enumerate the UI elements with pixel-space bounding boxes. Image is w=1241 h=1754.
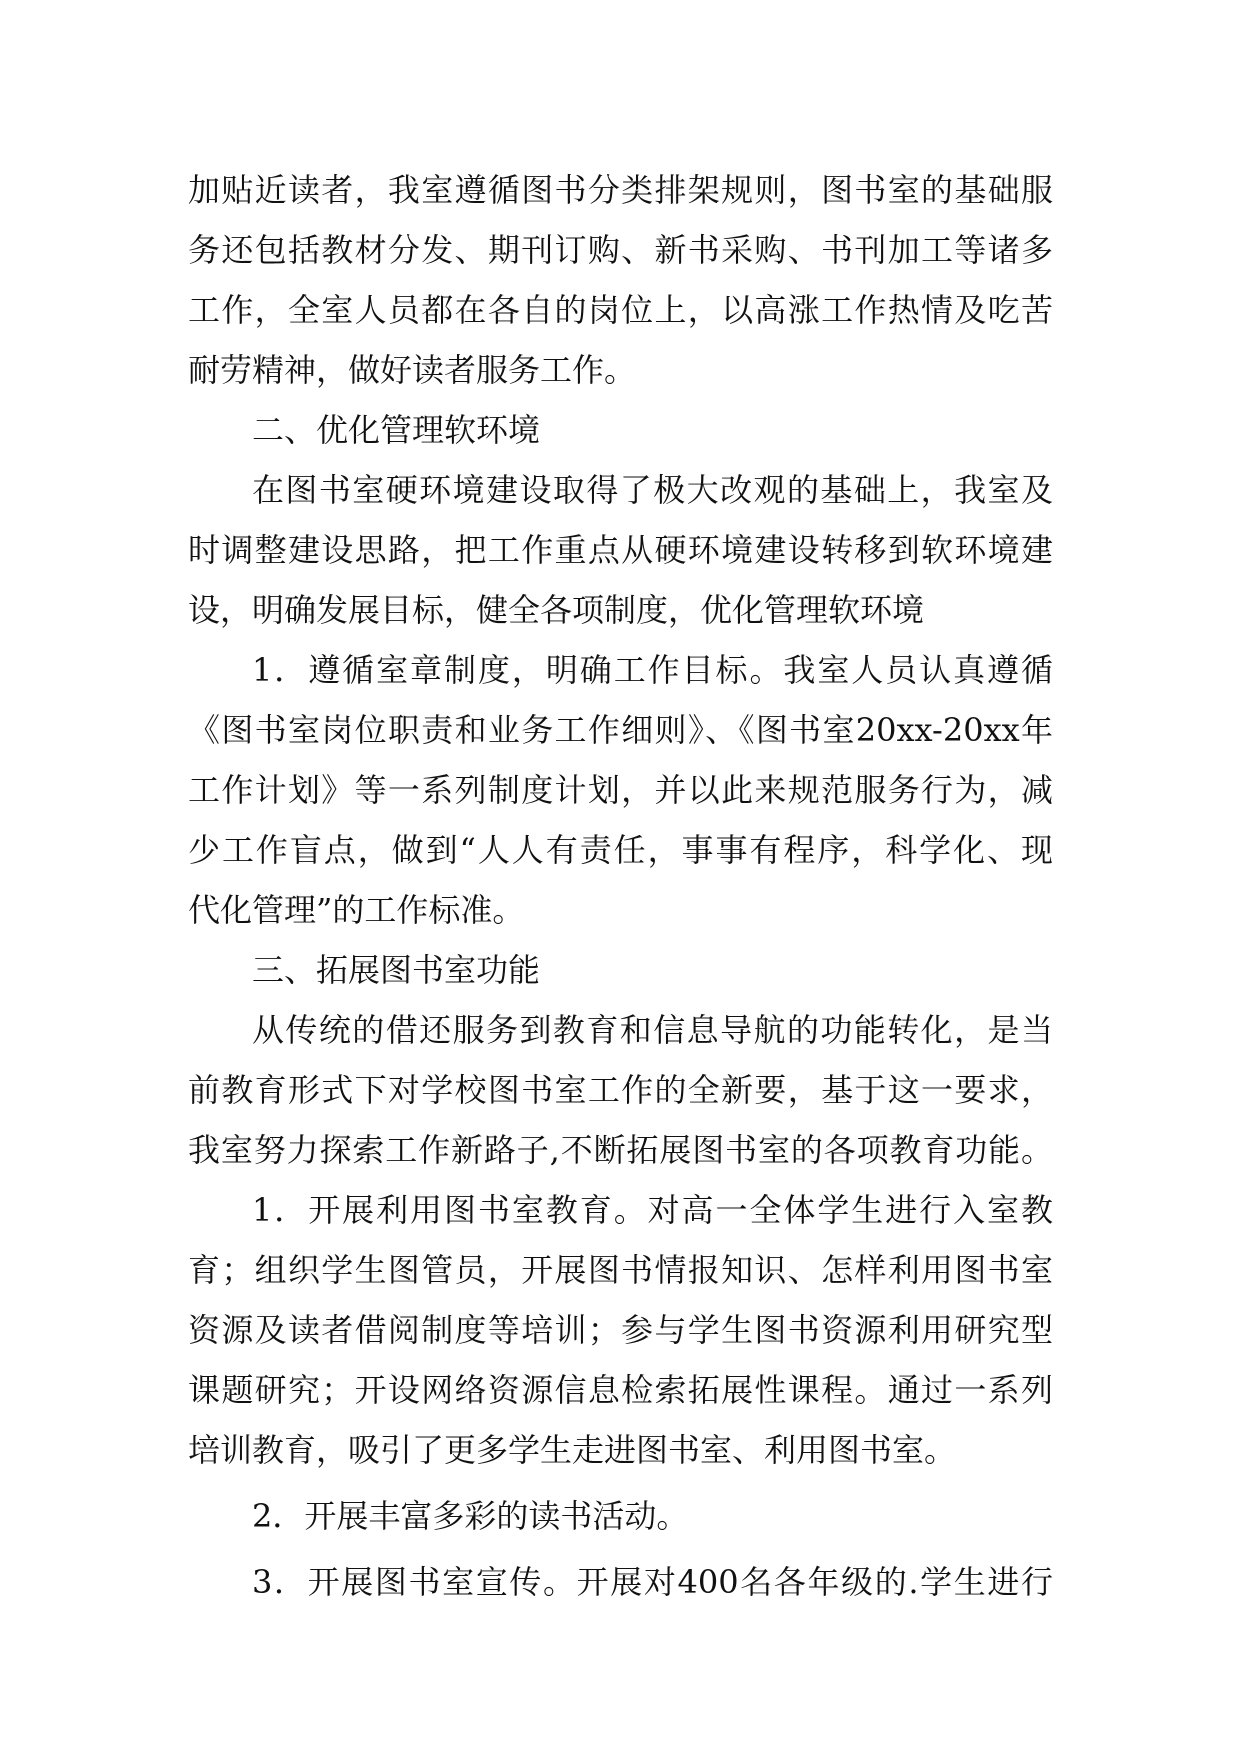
text-line: 育；组织学生图管员，开展图书情报知识、怎样利用图书室 xyxy=(188,1251,1053,1289)
text-line: 我室努力探索工作新路子,不断拓展图书室的各项教育功能。 xyxy=(188,1131,1053,1169)
text-line: 耐劳精神，做好读者服务工作。 xyxy=(188,351,637,389)
text-line: 3．开展图书室宣传。开展对400名各年级的.学生进行 xyxy=(252,1563,1053,1601)
text-line: 代化管理”的工作标准。 xyxy=(188,891,525,929)
text-line: 务还包括教材分发、期刊订购、新书采购、书刊加工等诸多 xyxy=(188,231,1053,269)
text-line: 少工作盲点，做到“人人有责任，事事有程序，科学化、现 xyxy=(188,831,1053,869)
text-line: 培训教育，吸引了更多学生走进图书室、利用图书室。 xyxy=(188,1431,957,1469)
text-line: 时调整建设思路，把工作重点从硬环境建设转移到软环境建 xyxy=(188,531,1053,569)
text-line: 资源及读者借阅制度等培训；参与学生图书资源利用研究型 xyxy=(188,1311,1053,1349)
text-line: 2．开展丰富多彩的读书活动。 xyxy=(252,1497,689,1535)
text-line: 加贴近读者，我室遵循图书分类排架规则，图书室的基础服 xyxy=(188,171,1053,209)
section-heading: 三、拓展图书室功能 xyxy=(252,951,541,989)
text-line: 工作，全室人员都在各自的岗位上，以高涨工作热情及吃苦 xyxy=(188,291,1053,329)
text-line: 《图书室岗位职责和业务工作细则》、《图书室20xx-20xx年 xyxy=(188,711,1053,749)
text-line: 从传统的借还服务到教育和信息导航的功能转化，是当 xyxy=(252,1011,1053,1049)
text-line: 课题研究；开设网络资源信息检索拓展性课程。通过一系列 xyxy=(188,1371,1053,1409)
text-line: 1．开展利用图书室教育。对高一全体学生进行入室教 xyxy=(252,1191,1053,1229)
text-line: 前教育形式下对学校图书室工作的全新要，基于这一要求， xyxy=(188,1071,1053,1109)
document-body xyxy=(188,160,1053,1612)
text-line: 设，明确发展目标，健全各项制度，优化管理软环境 xyxy=(188,591,925,629)
text-line: 工作计划》等一系列制度计划，并以此来规范服务行为，减 xyxy=(188,771,1053,809)
section-heading: 二、优化管理软环境 xyxy=(252,411,541,449)
text-line: 1．遵循室章制度，明确工作目标。我室人员认真遵循 xyxy=(252,651,1053,689)
text-line: 在图书室硬环境建设取得了极大改观的基础上，我室及 xyxy=(252,471,1053,509)
